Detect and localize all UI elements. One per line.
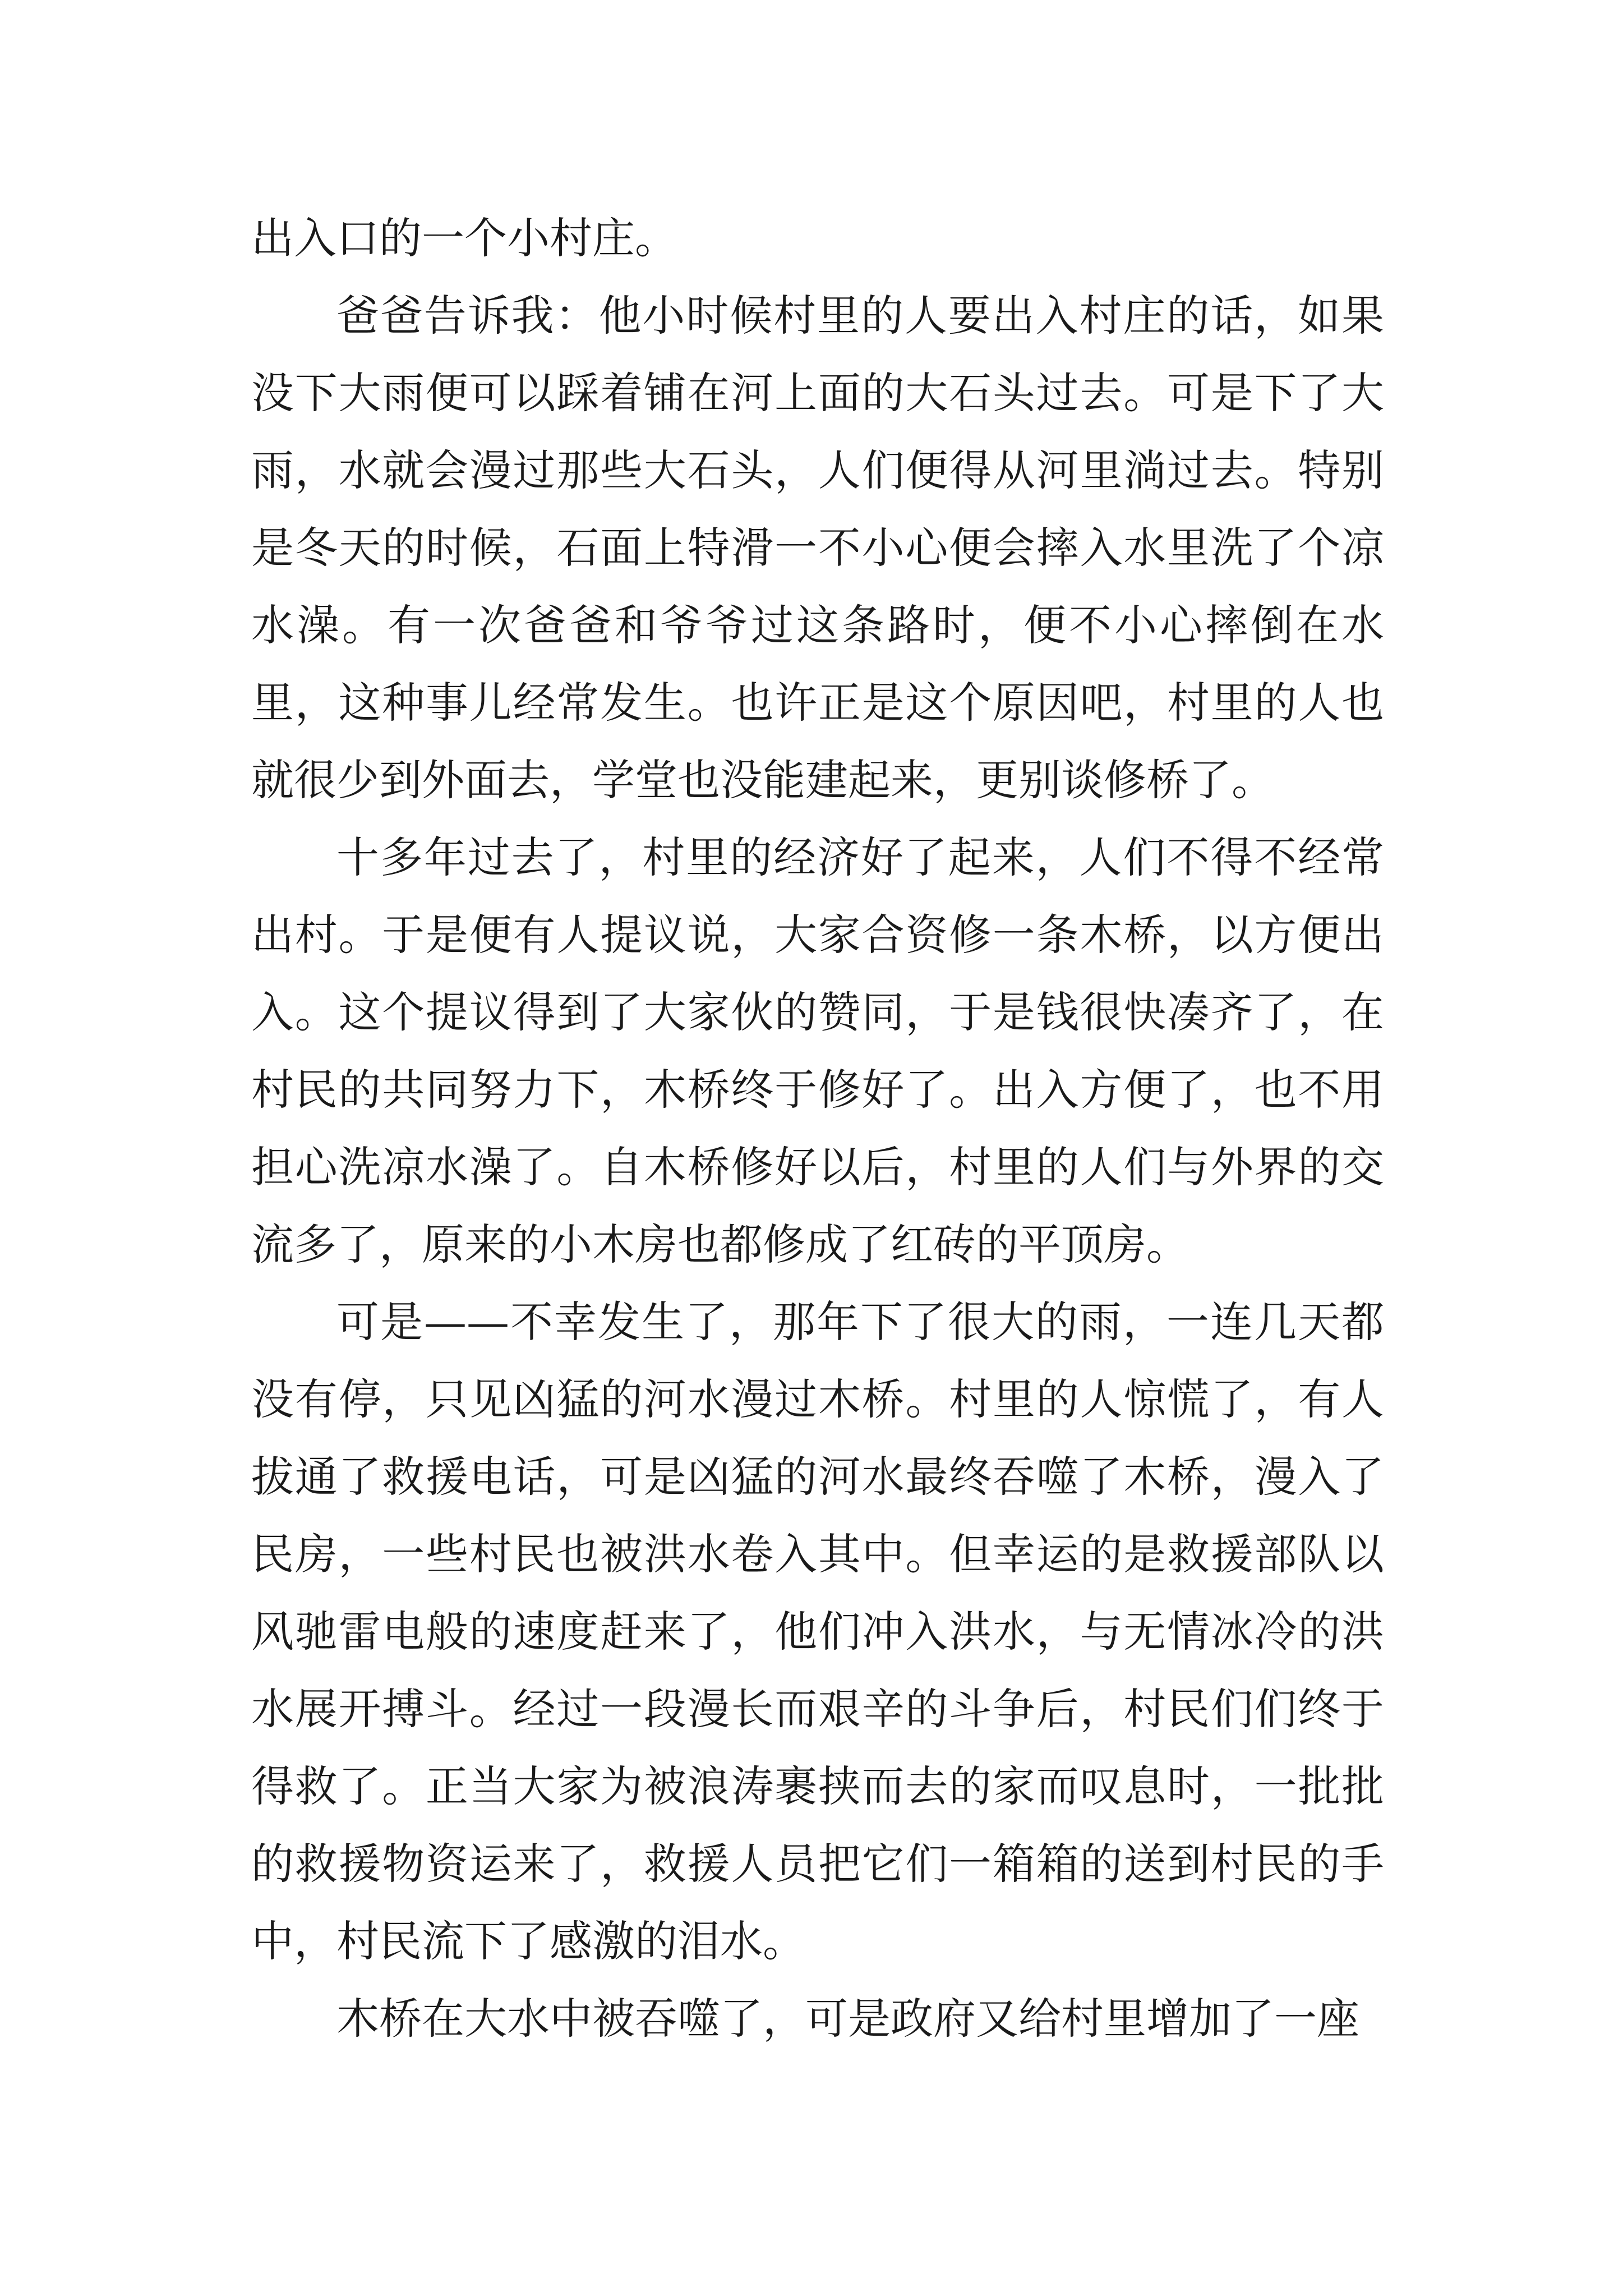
paragraph-new-bridge: 木桥在大水中被吞噬了，可是政府又给村里增加了一座 <box>336 1994 1359 2044</box>
paragraph-continuation: 出入口的一个小村庄。 <box>251 213 677 263</box>
body-text <box>251 200 1384 2058</box>
paragraph-father-memory: 爸爸告诉我：他小时候村里的人要出入村庄的话，如果没下大雨便可以踩着铺在河上面的大石头过去。可是下了大雨，水就会漫过那些大石头，人们便得从河里淌过去。特别是冬天的时候，石面上特滑一不小心便会摔入水里洗了个凉水澡。有一次爸爸和爷爷过这条路时，便不小心摔倒在水里，这种事儿经常发生。也许正是这个原因吧，村里的人也就很少到外面去，学堂也没能建起来，更别谈修桥了。 <box>251 291 1384 805</box>
paragraph-wooden-bridge: 十多年过去了，村里的经济好了起来，人们不得不经常出村。于是便有人提议说，大家合资修一条木桥，以方便出入。这个提议得到了大家伙的赞同，于是钱很快凑齐了，在村民的共同努力下，木桥终于修好了。出入方便了，也不用担心洗凉水澡了。自木桥修好以后，村里的人们与外界的交流多了，原来的小木房也都修成了红砖的平顶房。 <box>251 832 1384 1269</box>
paragraph-flood: 可是——不幸发生了，那年下了很大的雨，一连几天都没有停，只见凶猛的河水漫过木桥。村里的人惊慌了，有人拔通了救援电话，可是凶猛的河水最终吞噬了木桥，漫入了民房，一些村民也被洪水卷入其中。但幸运的是救援部队以风驰雷电般的速度赶来了，他们冲入洪水，与无情冰冷的洪水展开搏斗。经过一段漫长而艰辛的斗争后，村民们们终于得救了。正当大家为被浪涛裹挟而去的家而叹息时，一批批的救援物资运来了，救援人员把它们一箱箱的送到村民的手中，村民流下了感激的泪水。 <box>251 1297 1384 1966</box>
